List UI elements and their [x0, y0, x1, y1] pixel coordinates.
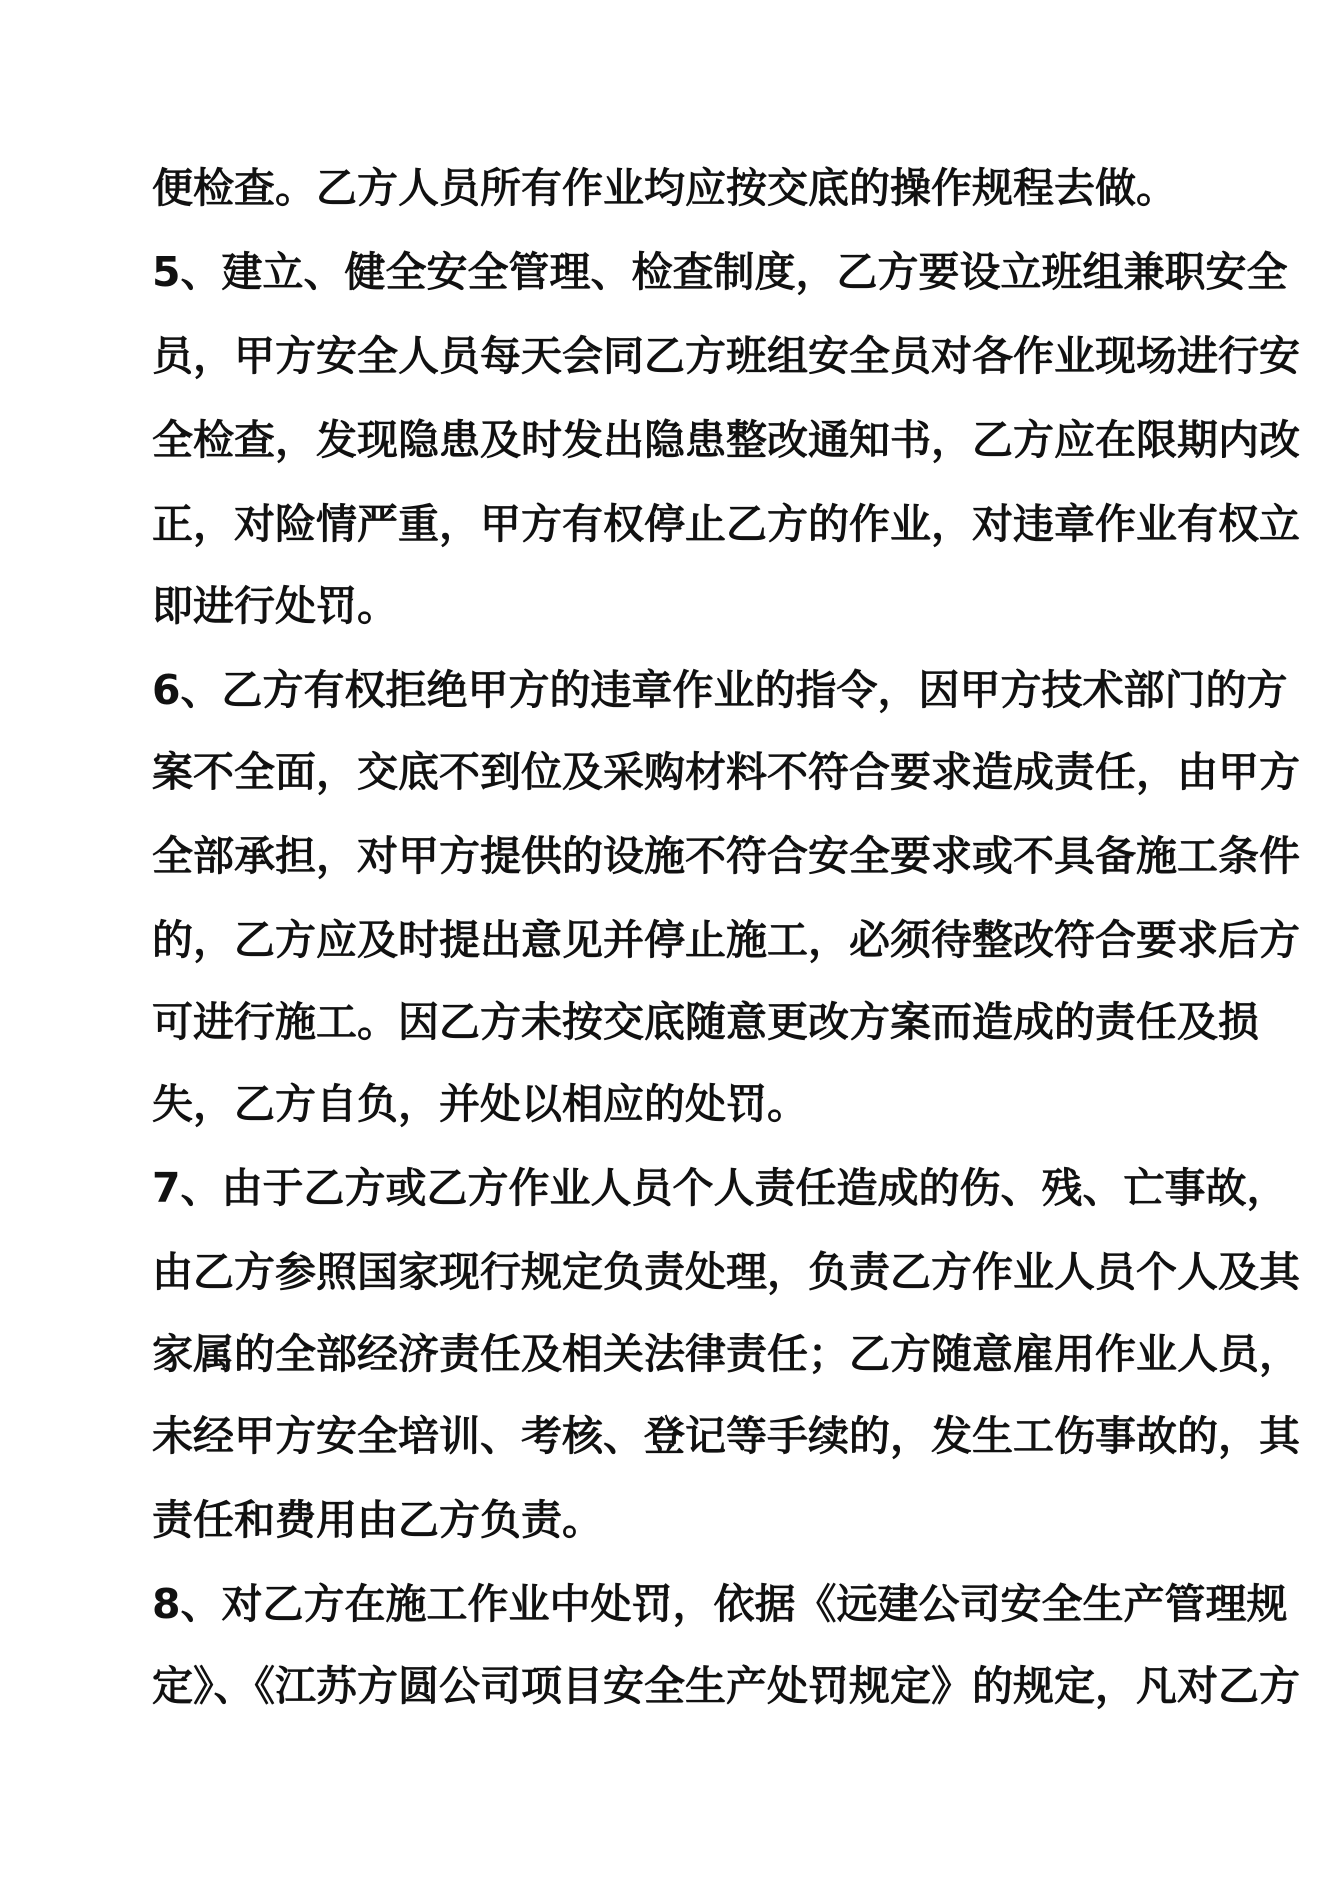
- text-line: 家属的全部经济责任及相关法律责任；乙方随意雇用作业人员，: [152, 1330, 1300, 1378]
- text-line: 定》、《江苏方圆公司项目安全生产处罚规定》的规定，凡对乙方: [152, 1662, 1300, 1710]
- text-line: 可进行施工。因乙方未按交底随意更改方案而造成的责任及损: [152, 998, 1259, 1046]
- text-line: 正，对险情严重，甲方有权停止乙方的作业，对违章作业有权立: [152, 500, 1300, 548]
- text-line: 8、对乙方在施工作业中处罚，依据《远建公司安全生产管理规: [152, 1580, 1288, 1628]
- text-line: 即进行处罚。: [152, 582, 398, 630]
- text-line: 便检查。乙方人员所有作业均应按交底的操作规程去做。: [152, 164, 1177, 212]
- text-line: 5、建立、健全安全管理、检查制度，乙方要设立班组兼职安全: [152, 248, 1288, 296]
- text-line: 案不全面，交底不到位及采购材料不符合要求造成责任，由甲方: [152, 748, 1300, 796]
- text-line: 6、乙方有权拒绝甲方的违章作业的指令，因甲方技术部门的方: [152, 666, 1288, 714]
- text-line: 全检查，发现隐患及时发出隐患整改通知书，乙方应在限期内改: [152, 416, 1300, 464]
- text-line: 的，乙方应及时提出意见并停止施工，必须待整改符合要求后方: [152, 916, 1300, 964]
- text-line: 员，甲方安全人员每天会同乙方班组安全员对各作业现场进行安: [152, 332, 1300, 380]
- text-line: 责任和费用由乙方负责。: [152, 1496, 603, 1544]
- text-line: 由乙方参照国家现行规定负责处理，负责乙方作业人员个人及其: [152, 1248, 1300, 1296]
- text-line: 7、由于乙方或乙方作业人员个人责任造成的伤、残、亡事故，: [152, 1164, 1288, 1212]
- text-line: 未经甲方安全培训、考核、登记等手续的，发生工伤事故的，其: [152, 1412, 1300, 1460]
- text-line: 失，乙方自负，并处以相应的处罚。: [152, 1080, 808, 1128]
- text-line: 全部承担，对甲方提供的设施不符合安全要求或不具备施工条件: [152, 832, 1300, 880]
